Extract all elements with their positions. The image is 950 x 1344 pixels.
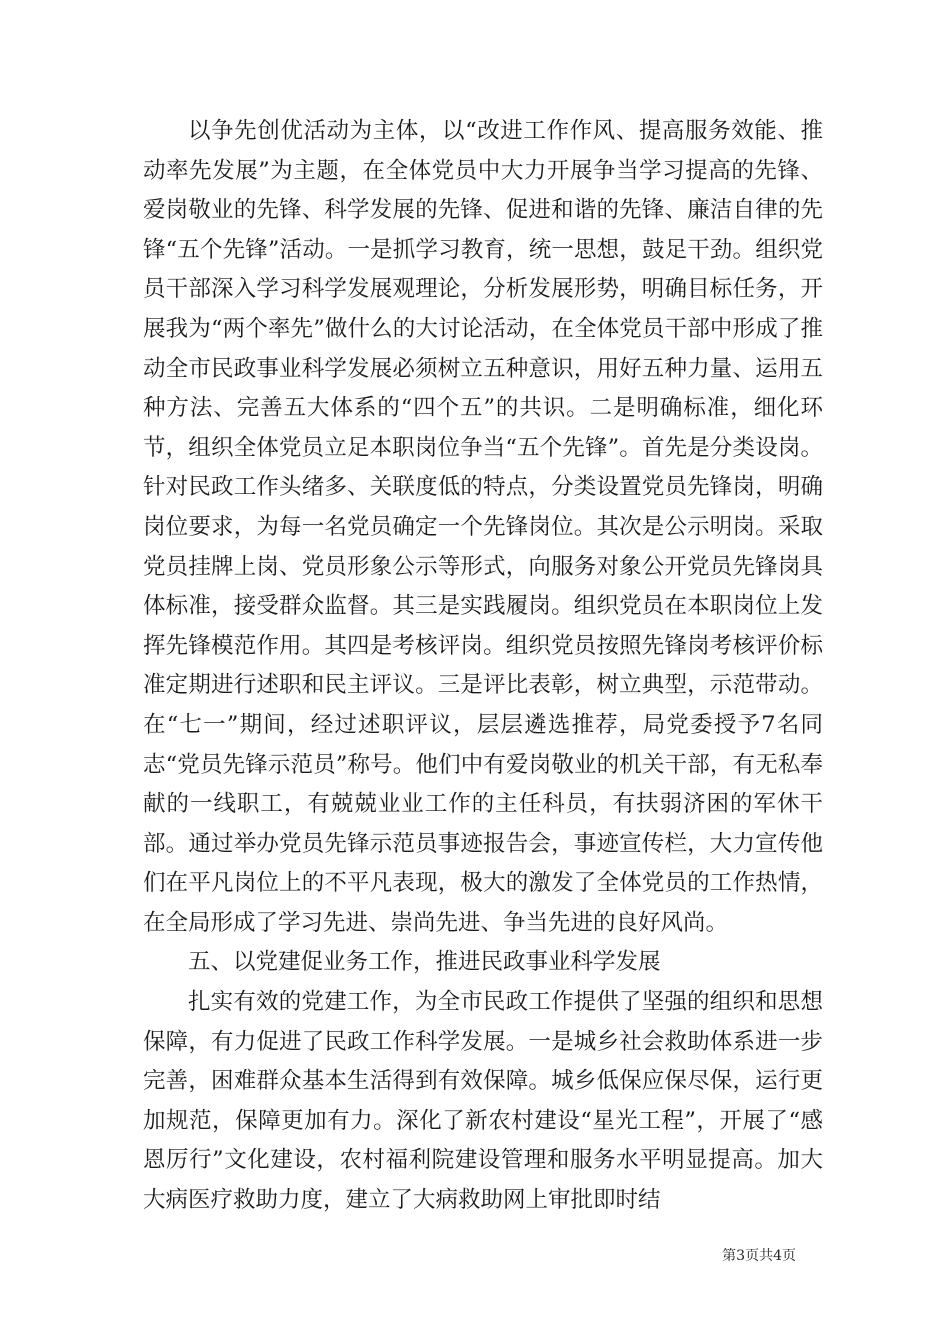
paragraph-party-building-results: 扎实有效的党建工作，为全市民政工作提供了坚强的组织和思想保障，有力促进了民政工作科学发展。一是城乡社会救助体系进一步完善，困难群众基本生活得到有效保障。城乡低保应保尽保，运行更加规范，保障更加有力。深化了新农村建设“星光工程”，开展了“感恩厉行”文化建设，农村福利院建设管理和服务水平明显提高。加大大病医疗救助力度，建立了大病救助网上审批即时结	[143, 989, 823, 1214]
page-number: 第3页共4页	[722, 1248, 796, 1264]
document-body	[143, 112, 823, 1221]
section-heading: 五、以党建促业务工作，推进民政事业科学发展	[188, 949, 661, 976]
paragraph-party-activities: 以争先创优活动为主体，以“改进工作作风、提高服务效能、推动率先发展”为主题，在全体党员中大力开展争当学习提高的先锋、爱岗敬业的先锋、科学发展的先锋、促进和谐的先锋、廉洁自律的先锋“五个先锋”活动。一是抓学习教育，统一思想，鼓足干劲。组织党员干部深入学习科学发展观理论，分析发展形势，明确目标任务，开展我为“两个率先”做什么的大讨论活动，在全体党员干部中形成了推动全市民政事业科学发展必须树立五种意识，用好五种力量、运用五种方法、完善五大体系的“四个五”的共识。二是明确标准，细化环节，组织全体党员立足本职岗位争当“五个先锋”。首先是分类设岗。针对民政工作头绪多、关联度低的特点，分类设置党员先锋岗，明确岗位要求，为每一名党员确定一个先锋岗位。其次是公示明岗。采取党员挂牌上岗、党员形象公示等形式，向服务对象公开党员先锋岗具体标准，接受群众监督。其三是实践履岗。组织党员在本职岗位上发挥先锋模范作用。其四是考核评岗。组织党员按照先锋岗考核评价标准定期进行述职和民主评议。三是评比表彰，树立典型，示范带动。在“七一”期间，经过述职评议，层层遴选推荐，局党委授予7名同志“党员先锋示范员”称号。他们中有爱岗敬业的机关干部，有无私奉献的一线职工，有兢兢业业工作的主任科员，有扶弱济困的军休干部。通过举办党员先锋示范员事迹报告会，事迹宣传栏，大力宣传他们在平凡岗位上的不平凡表现，极大的激发了全体党员的工作热情，在全局形成了学习先进、崇尚先进、争当先进的良好风尚。	[143, 118, 823, 936]
